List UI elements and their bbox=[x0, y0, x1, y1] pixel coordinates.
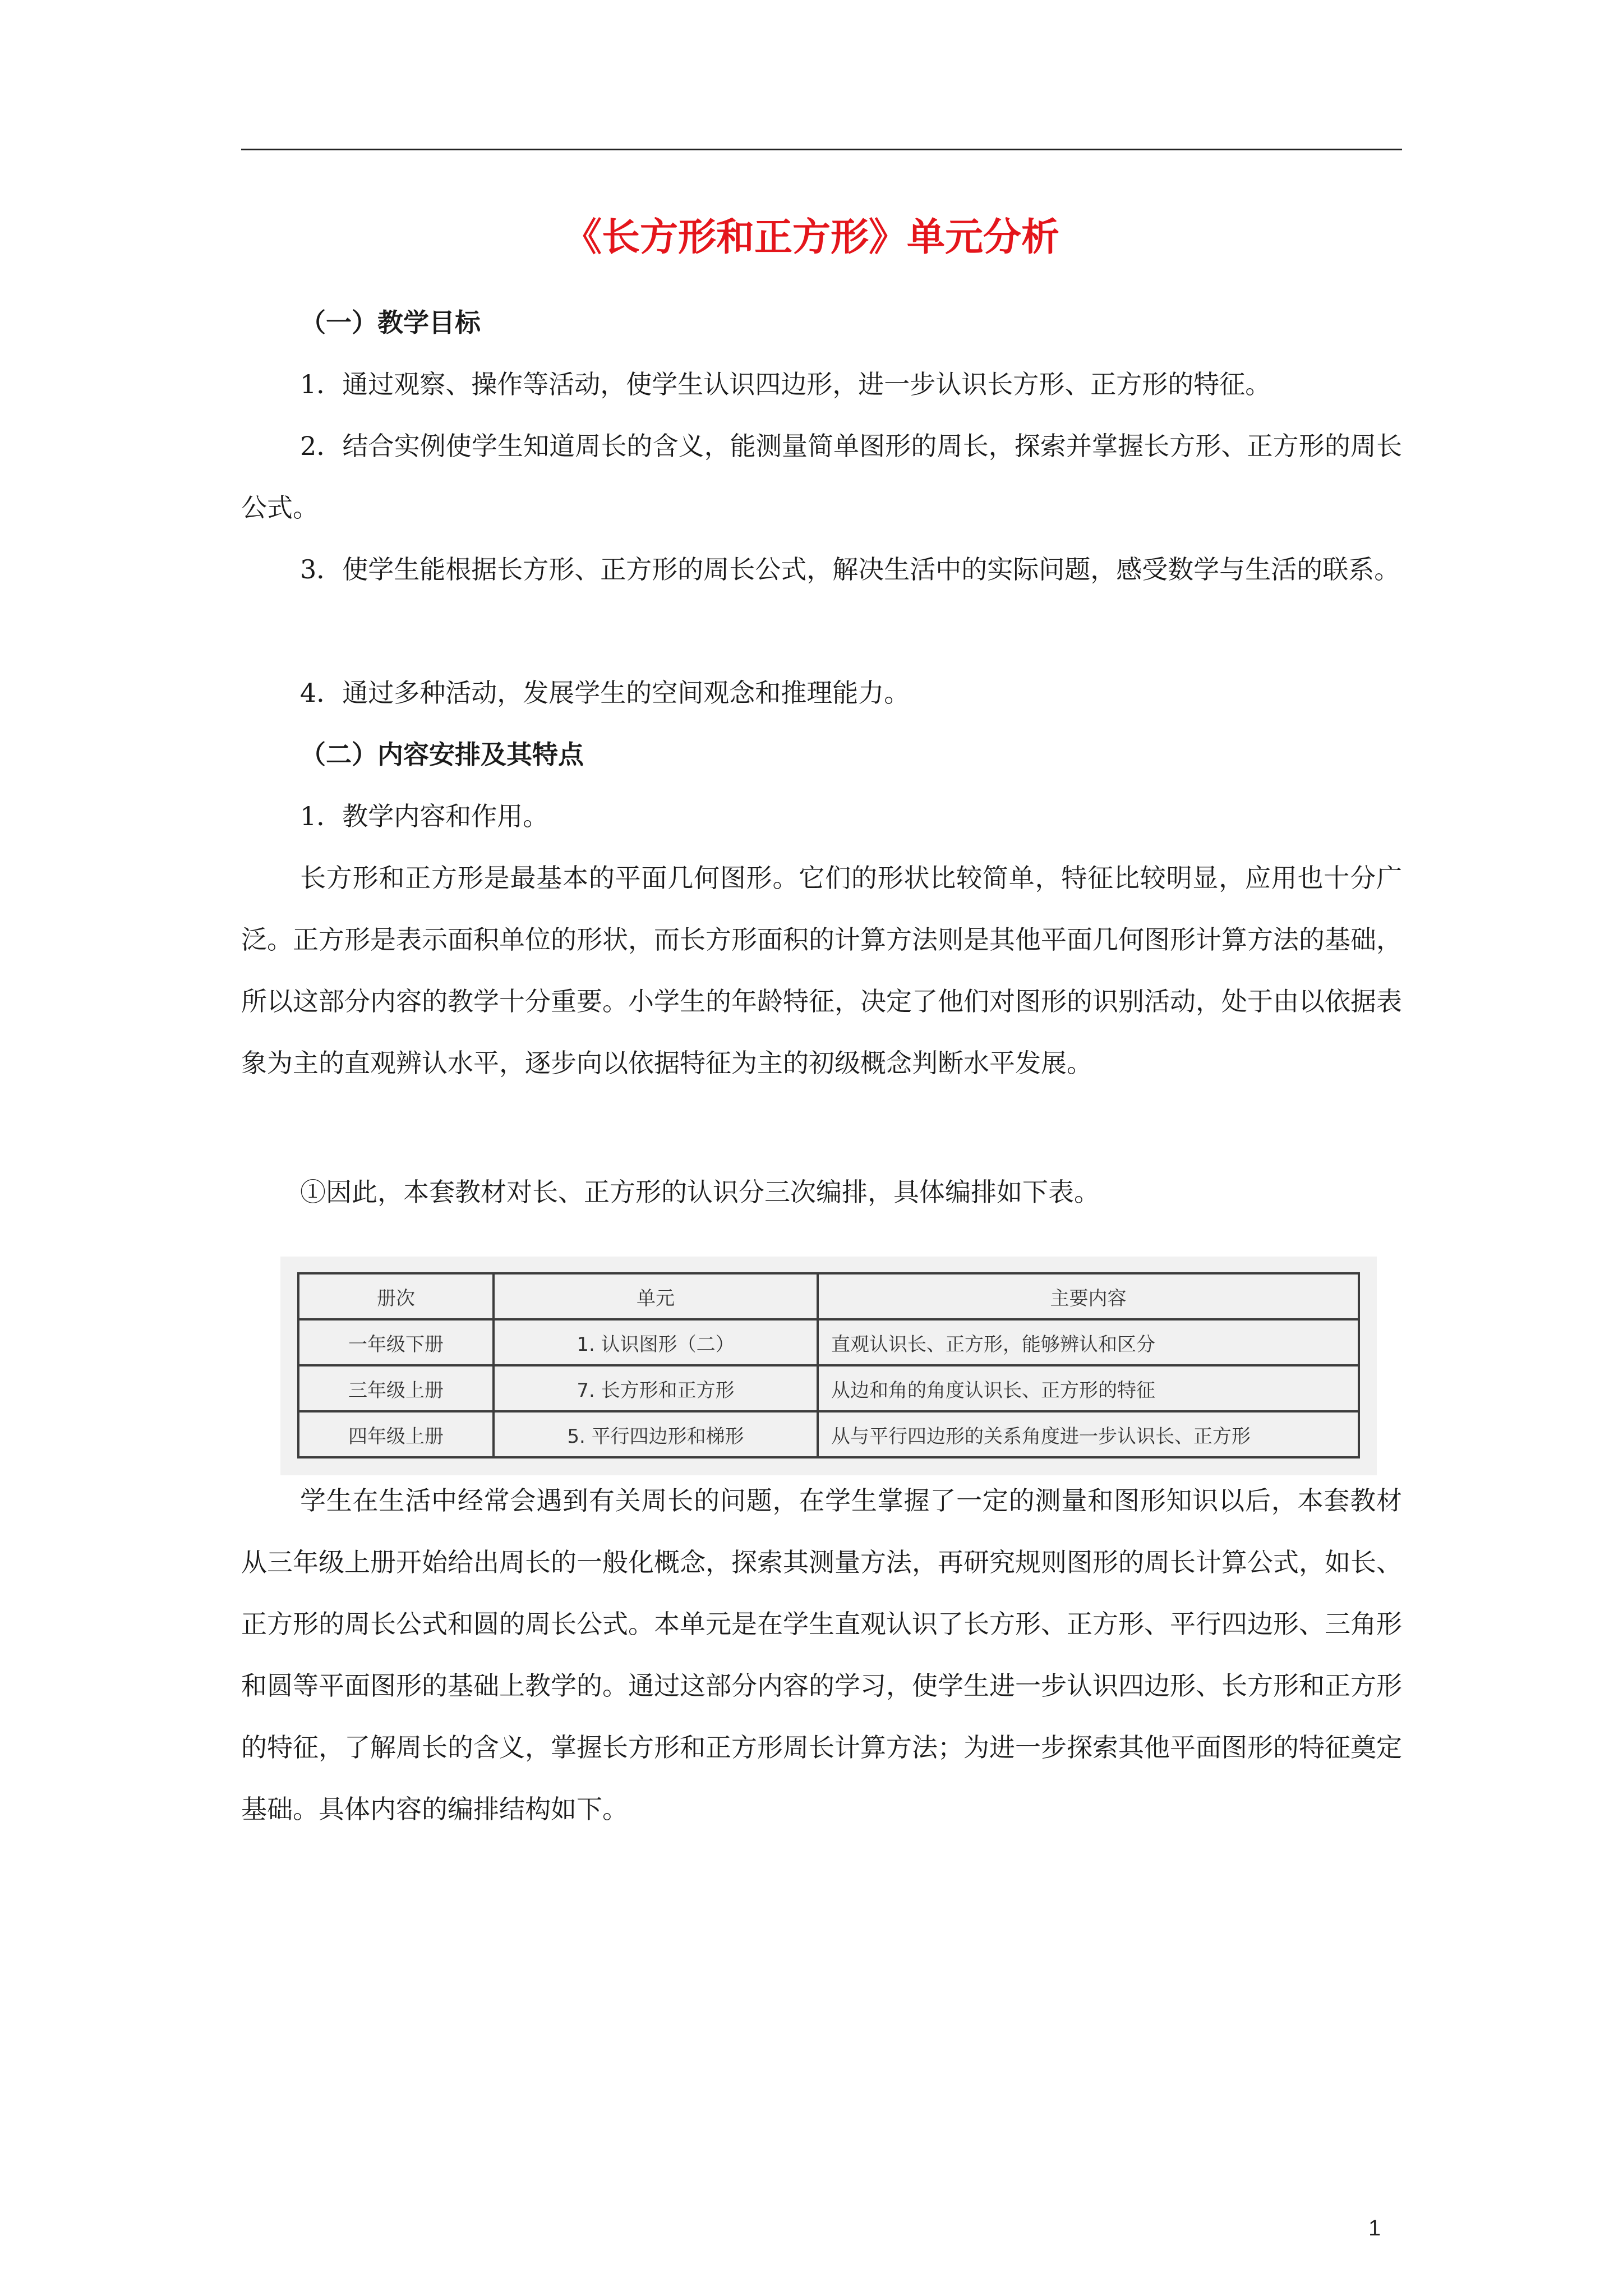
table-cell-volume: 四年级上册 bbox=[298, 1411, 494, 1457]
table-header-row bbox=[298, 1273, 1359, 1319]
paragraph-table-intro: ①因此，本套教材对长、正方形的认识分三次编排，具体编排如下表。 bbox=[300, 1177, 1100, 1207]
table-cell-unit: 1. 认识图形（二） bbox=[494, 1319, 818, 1365]
page-number: 1 bbox=[1368, 2216, 1381, 2240]
document-title: 《长方形和正方形》单元分析 bbox=[563, 215, 1059, 260]
table-header-cell: 主要内容 bbox=[818, 1273, 1359, 1319]
header-rule bbox=[241, 149, 1402, 150]
objective-item-1: 1．通过观察、操作等活动，使学生认识四边形，进一步认识长方形、正方形的特征。 bbox=[300, 369, 1271, 399]
unit-arrangement-table-image bbox=[280, 1257, 1377, 1475]
table-cell-content: 直观认识长、正方形，能够辨认和区分 bbox=[818, 1319, 1359, 1365]
table-cell-content: 从与平行四边形的关系角度进一步认识长、正方形 bbox=[818, 1411, 1359, 1457]
table-cell-volume: 三年级上册 bbox=[298, 1365, 494, 1411]
table-header-cell: 单元 bbox=[494, 1273, 818, 1319]
table-cell-content: 从边和角的角度认识长、正方形的特征 bbox=[818, 1365, 1359, 1411]
section-heading-content: （二）内容安排及其特点 bbox=[300, 739, 584, 770]
table-cell-volume: 一年级下册 bbox=[298, 1319, 494, 1365]
paragraph-shapes-basics: 长方形和正方形是最基本的平面几何图形。它们的形状比较简单，特征比较明显，应用也十分广泛。正方形是表示面积单位的形状，而长方形面积的计算方法则是其他平面几何图形计算方法的基础，所以这部分内容的教学十分重要。小学生的年龄特征，决定了他们对图形的识别活动，处于由以依据表象为主的直观辨认水平，逐步向以依据特征为主的初级概念判断水平发展。 bbox=[241, 863, 1402, 1078]
paragraph-perimeter: 学生在生活中经常会遇到有关周长的问题，在学生掌握了一定的测量和图形知识以后，本套教材从三年级上册开始给出周长的一般化概念，探索其测量方法，再研究规则图形的周长计算公式，如长、正方形的周长公式和圆的周长公式。本单元是在学生直观认识了长方形、正方形、平行四边形、三角形和圆等平面图形的基础上教学的。通过这部分内容的学习，使学生进一步认识四边形、长方形和正方形的特征，了解周长的含义，掌握长方形和正方形周长计算方法；为进一步探索其他平面图形的特征奠定基础。具体内容的编排结构如下。 bbox=[241, 1485, 1402, 1824]
table-row bbox=[298, 1365, 1359, 1411]
table-row bbox=[298, 1411, 1359, 1457]
table-row bbox=[298, 1319, 1359, 1365]
objective-item-4: 4．通过多种活动，发展学生的空间观念和推理能力。 bbox=[300, 678, 910, 708]
table-header-cell: 册次 bbox=[298, 1273, 494, 1319]
objective-item-2: 2．结合实例使学生知道周长的含义，能测量简单图形的周长，探索并掌握长方形、正方形的周长公式。 bbox=[241, 431, 1402, 523]
objective-item-3: 3．使学生能根据长方形、正方形的周长公式，解决生活中的实际问题，感受数学与生活的联系。 bbox=[300, 554, 1400, 585]
unit-arrangement-table bbox=[297, 1272, 1360, 1458]
subheading-content-role: 1．教学内容和作用。 bbox=[300, 801, 549, 831]
table-cell-unit: 5. 平行四边形和梯形 bbox=[494, 1411, 818, 1457]
section-heading-objectives: （一）教学目标 bbox=[300, 307, 481, 338]
table-cell-unit: 7. 长方形和正方形 bbox=[494, 1365, 818, 1411]
